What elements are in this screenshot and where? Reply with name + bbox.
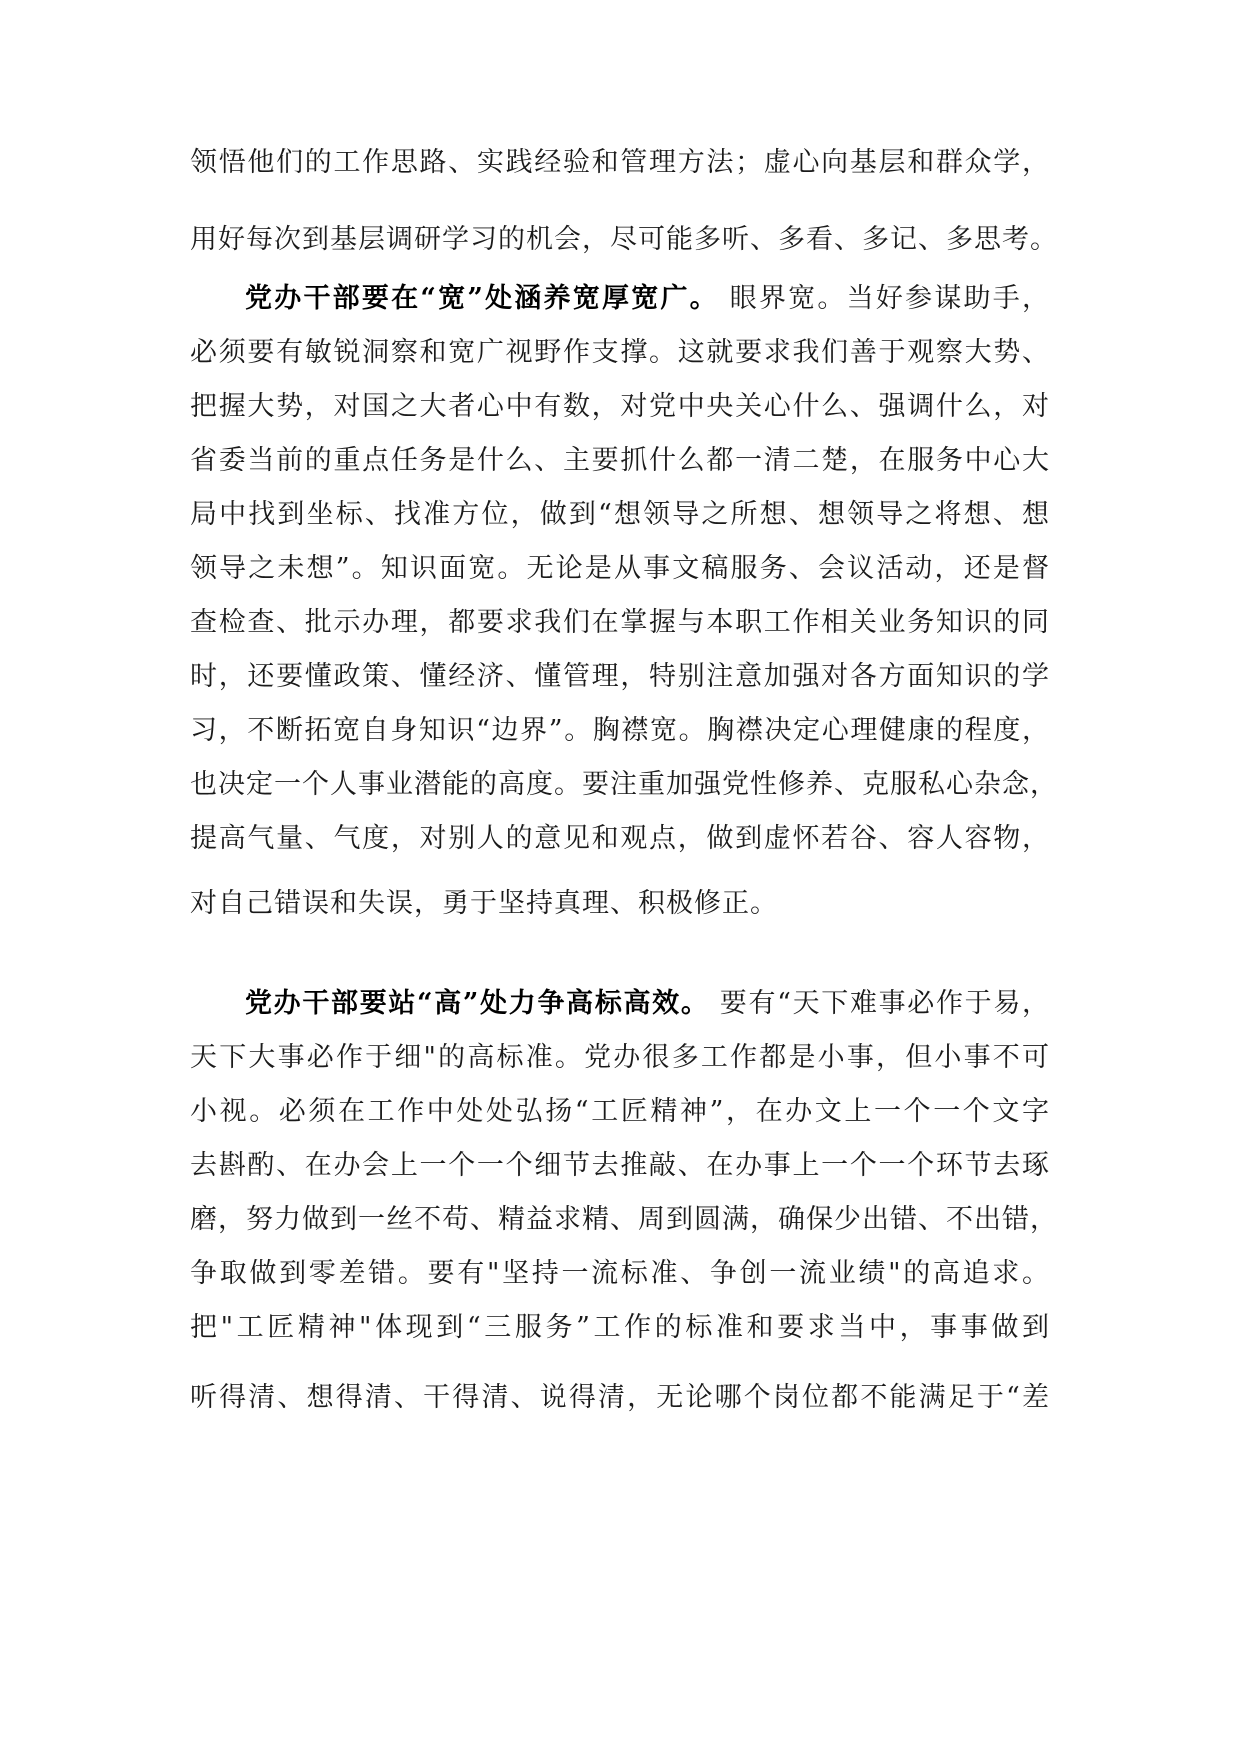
- paragraph-3-line: 听得清、想得清、干得清、说得清，无论哪个岗位都不能满足于“差: [190, 1382, 1050, 1413]
- paragraph-3-line: 天下大事必作于细"的高标准。党办很多工作都是小事，但小事不可: [190, 1042, 1050, 1073]
- paragraph-3-heading: 党办干部要站“高”处力争高标高效。: [245, 988, 710, 1019]
- paragraph-3-line: 去斟酌、在办会上一个一个细节去推敲、在办事上一个一个环节去琢: [190, 1150, 1050, 1181]
- paragraph-2-line: 省委当前的重点任务是什么、主要抓什么都一清二楚，在服务中心大: [190, 445, 1050, 476]
- paragraph-2-line: 必须要有敏锐洞察和宽广视野作支撑。这就要求我们善于观察大势、: [190, 337, 1050, 368]
- paragraph-2-heading: 党办干部要在“宽”处涵养宽厚宽广。: [245, 283, 719, 314]
- paragraph-2-line: 查检查、批示办理，都要求我们在掌握与本职工作相关业务知识的同: [190, 607, 1050, 638]
- paragraph-3-line: 小视。必须在工作中处处弘扬“工匠精神”，在办文上一个一个文字: [190, 1096, 1050, 1127]
- paragraph-3-line: 争取做到零差错。要有"坚持一流标准、争创一流业绩"的高追求。: [190, 1258, 1050, 1289]
- paragraph-3-line: 把"工匠精神"体现到“三服务”工作的标准和要求当中，事事做到: [190, 1312, 1050, 1343]
- paragraph-2-first-line-text: 眼界宽。当好参谋助手，: [729, 283, 1050, 314]
- paragraph-1-line-2: 用好每次到基层调研学习的机会，尽可能多听、多看、多记、多思考。: [190, 224, 1058, 255]
- paragraph-2-line: 也决定一个人事业潜能的高度。要注重加强党性修养、克服私心杂念，: [190, 769, 1058, 800]
- paragraph-3-line: 磨，努力做到一丝不苟、精益求精、周到圆满，确保少出错、不出错，: [190, 1204, 1058, 1235]
- paragraph-2-line: 习，不断拓宽自身知识“边界”。胸襟宽。胸襟决定心理健康的程度，: [190, 715, 1050, 746]
- paragraph-2-line: 局中找到坐标、找准方位，做到“想领导之所想、想领导之将想、想: [190, 499, 1050, 530]
- paragraph-3-first-line: [245, 984, 1050, 1024]
- paragraph-1-line-1: 领悟他们的工作思路、实践经验和管理方法；虚心向基层和群众学，: [190, 147, 1050, 178]
- paragraph-2-first-line: [245, 279, 1050, 319]
- paragraph-2-line: 把握大势，对国之大者心中有数，对党中央关心什么、强调什么，对: [190, 391, 1050, 422]
- paragraph-3-first-line-text: 要有“天下难事必作于易，: [719, 988, 1050, 1019]
- paragraph-2-line: 时，还要懂政策、懂经济、懂管理，特别注意加强对各方面知识的学: [190, 661, 1050, 692]
- paragraph-2-last-line: 对自己错误和失误，勇于坚持真理、积极修正。: [190, 888, 778, 919]
- paragraph-2-line: 提高气量、气度，对别人的意见和观点，做到虚怀若谷、容人容物，: [190, 823, 1050, 854]
- paragraph-2-line: 领导之未想”。知识面宽。无论是从事文稿服务、会议活动，还是督: [190, 553, 1050, 584]
